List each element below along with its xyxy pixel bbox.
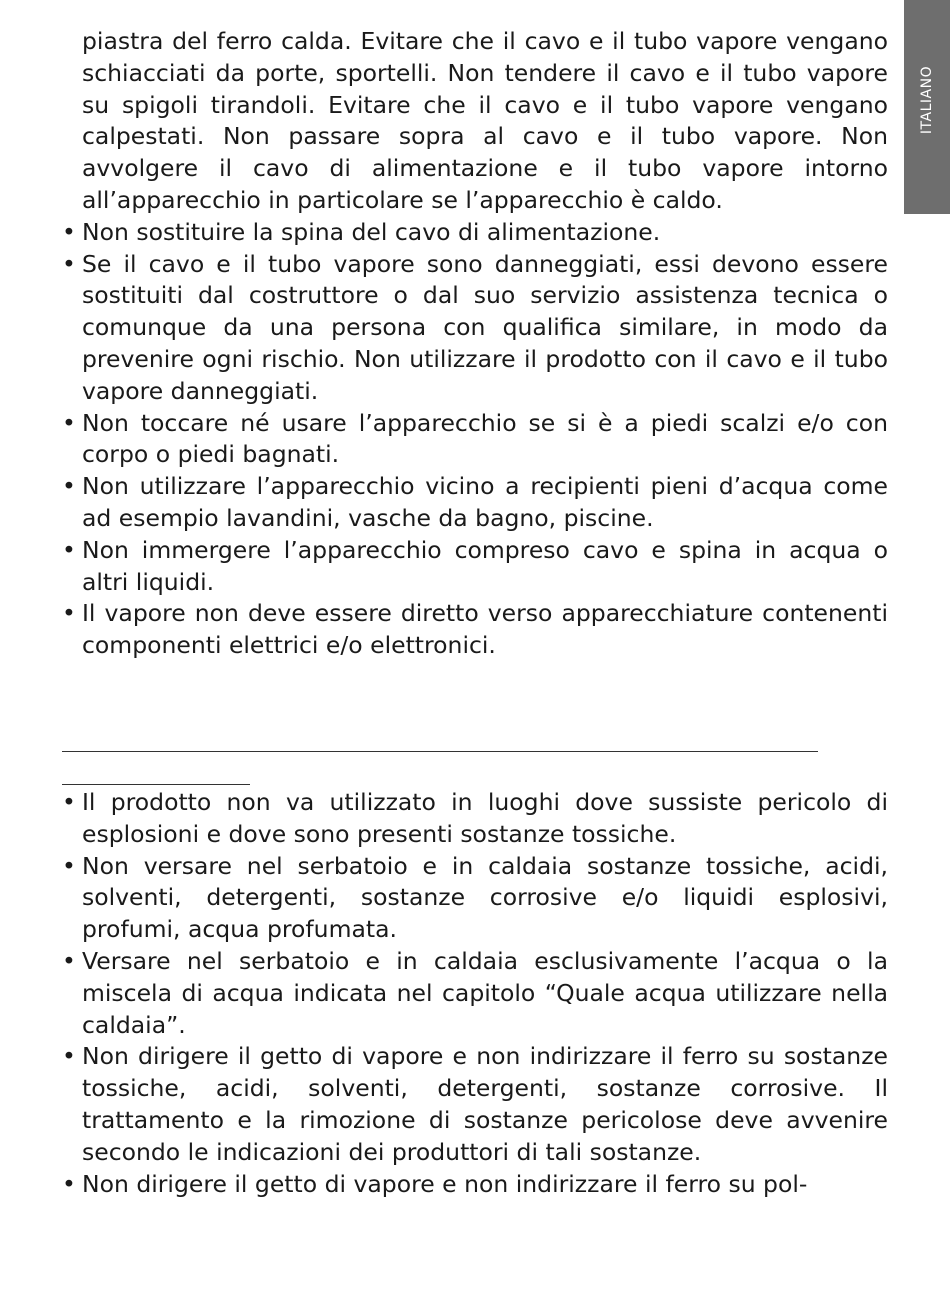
warning-item: • Non sostituire la spina del cavo di alimentazione. xyxy=(62,217,888,249)
safety-section-top xyxy=(62,26,888,662)
warning-item: • Non toccare né usare l’apparecchio se si è a piedi scalzi e/o con corpo o piedi bagnati. xyxy=(62,408,888,472)
section-divider xyxy=(62,751,818,752)
warning-item: • Non dirigere il getto di vapore e non indirizzare il ferro su sostanze tossiche, acidi, solventi, detergenti, sostanze corrosive. Il trattamento e la rimozione di sostanze pericolose deve avvenire secondo le indicazioni dei produttori di tali sostanze. xyxy=(62,1041,888,1168)
warning-item: • Versare nel serbatoio e in caldaia esclusivamente l’acqua o la miscela di acqua indicata nel capitolo “Quale acqua utilizzare nella caldaia”. xyxy=(62,946,888,1041)
warning-item: • Non utilizzare l’apparecchio vicino a recipienti pieni d’acqua come ad esempio lavandini, vasche da bagno, piscine. xyxy=(62,471,888,535)
warning-list-bottom xyxy=(62,787,888,1200)
continued-paragraph: piastra del ferro calda. Evitare che il cavo e il tubo vapore vengano schiacciati da porte, sportelli. Non tendere il cavo e il tubo vapore su spigoli tirandoli. Evitare che il cavo e il tubo vapore vengano calpestati. Non passare sopra al cavo e il tubo vapore. Non avvolgere il cavo di alimentazione e il tubo vapore intorno all’apparecchio in particolare se l’apparecchio è caldo. xyxy=(82,27,888,214)
warning-list-top xyxy=(62,217,888,662)
language-tab-label: ITALIANO xyxy=(919,65,935,135)
warning-item: • Il vapore non deve essere diretto verso apparecchiature contenenti componenti elettrici e/o elettronici. xyxy=(62,598,888,662)
warning-item: • Non versare nel serbatoio e in caldaia sostanze tossiche, acidi, solventi, detergenti, sostanze corrosive e/o liquidi esplosivi, profumi, acqua profumata. xyxy=(62,851,888,946)
section-divider-short xyxy=(62,784,250,785)
warning-item: • Non dirigere il getto di vapore e non indirizzare il ferro su pol- xyxy=(62,1169,888,1201)
warning-item: • Non immergere l’apparecchio compreso cavo e spina in acqua o altri liquidi. xyxy=(62,535,888,599)
language-tab xyxy=(904,0,950,214)
warning-item: • Il prodotto non va utilizzato in luoghi dove sussiste pericolo di esplosioni e dove sono presenti sostanze tossiche. xyxy=(62,787,888,851)
warning-item: • Se il cavo e il tubo vapore sono danneggiati, essi devono essere sostituiti dal costruttore o dal suo servizio assistenza tecnica o comunque da una persona con qualifica similare, in modo da prevenire ogni rischio. Non utilizzare il prodotto con il cavo e il tubo vapore danneggiati. xyxy=(62,249,888,408)
safety-section-bottom xyxy=(62,787,888,1200)
